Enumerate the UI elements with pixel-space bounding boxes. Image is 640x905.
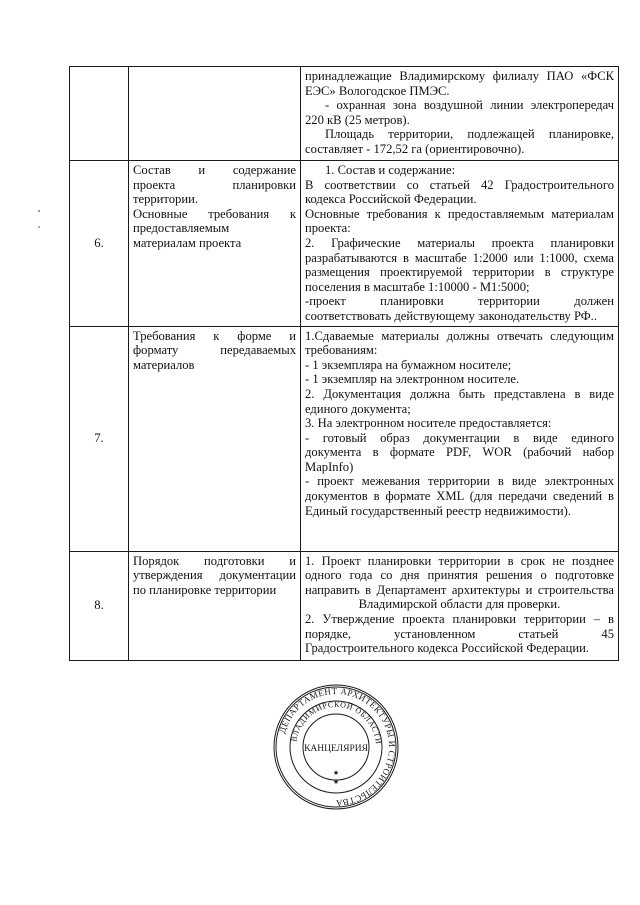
label-line: проекта планировки bbox=[133, 177, 296, 192]
stamp-outer-text: ДЕПАРТАМЕНТ АРХИТЕКТУРЫ И СТРОИТЕЛЬСТВА bbox=[276, 685, 398, 809]
content-line: - 1 экземпляр на электронном носителе. bbox=[305, 372, 520, 387]
label-line: формату передаваемых bbox=[133, 343, 296, 358]
content-line: документов в формате XML (для передачи сведений в bbox=[305, 489, 614, 504]
requirements-table bbox=[69, 66, 619, 661]
content-line: Основные требования к предоставляемым материалам bbox=[305, 206, 614, 221]
content-line: - готовый образ документации в виде единого bbox=[305, 430, 614, 445]
table-row bbox=[70, 67, 619, 161]
content-line: MapInfo) bbox=[305, 459, 354, 474]
content-line: документа в формате PDF, WOR (рабочий набор bbox=[305, 445, 614, 460]
row-number bbox=[70, 67, 129, 161]
content-line: соответствовать действующему законодательству РФ.. bbox=[305, 308, 597, 323]
content-line: 2. Утверждение проекта планировки территории – в bbox=[305, 611, 614, 626]
stamp-star-icon: ★ bbox=[332, 769, 340, 777]
content-line: одного года со дня принятия решения о подготовке bbox=[305, 568, 614, 583]
content-line: 1. Проект планировки территории в срок не позднее bbox=[305, 553, 614, 568]
label-line: предоставляемым bbox=[133, 221, 230, 236]
row-number: 7. bbox=[70, 326, 129, 551]
content-line: единого документа; bbox=[305, 401, 411, 416]
scan-speck bbox=[38, 210, 40, 212]
office-stamp bbox=[272, 683, 400, 811]
stamp-inner-text: ВЛАДИМИРСКОЙ ОБЛАСТИ bbox=[289, 699, 383, 745]
content-line: - 1 экземпляра на бумажном носителе; bbox=[305, 357, 512, 372]
content-line: порядке, установленном статьей 45 bbox=[305, 626, 614, 641]
content-line: разрабатываются в масштабе 1:2000 или 1:1000, схема bbox=[305, 250, 614, 265]
content-line: размещения проектируемой территории в структуре bbox=[305, 265, 614, 280]
label-line: территории. bbox=[133, 192, 198, 207]
label-line: Основные требования к bbox=[133, 206, 296, 221]
content-line: кодекса Российской Федерации. bbox=[305, 192, 477, 207]
row-number: 8. bbox=[70, 551, 129, 660]
label-line: по планировке территории bbox=[133, 582, 277, 597]
row-label bbox=[129, 551, 301, 660]
row-number: 6. bbox=[70, 161, 129, 327]
content-line: Единый государственный реестр недвижимости). bbox=[305, 503, 571, 518]
content-line: Площадь территории, подлежащей планировке, bbox=[325, 127, 614, 142]
content-line: ЕЭС» Вологодское ПМЭС. bbox=[305, 83, 450, 98]
row-content bbox=[301, 161, 619, 327]
content-line: 220 кВ (25 метров). bbox=[305, 112, 410, 127]
label-line: Состав и содержание bbox=[133, 163, 296, 177]
content-line: - охранная зона воздушной линии электропередач bbox=[325, 98, 614, 113]
label-line: Требования к форме и bbox=[133, 328, 296, 343]
row-content bbox=[301, 67, 619, 161]
content-line: 1. Состав и содержание: bbox=[325, 163, 456, 177]
content-line: 2. Графические материалы проекта планировки bbox=[305, 235, 614, 250]
scan-speck bbox=[38, 226, 40, 228]
label-line: материалов bbox=[133, 357, 195, 372]
content-line: требованиям: bbox=[305, 343, 378, 358]
table-row bbox=[70, 551, 619, 660]
table-row bbox=[70, 326, 619, 551]
content-line: 3. На электронном носителе предоставляется: bbox=[305, 416, 552, 431]
content-line: поселения в масштабе 1:10000 - М1:5000; bbox=[305, 279, 530, 294]
content-line: -проект планировки территории должен bbox=[305, 294, 614, 309]
table-row bbox=[70, 161, 619, 327]
content-line: 1.Сдаваемые материалы должны отвечать следующим bbox=[305, 328, 614, 343]
row-label bbox=[129, 161, 301, 327]
content-line: В соответствии со статьей 42 Градостроительного bbox=[305, 177, 614, 192]
row-label bbox=[129, 67, 301, 161]
stamp-center-text: КАНЦЕЛЯРИЯ bbox=[304, 744, 368, 754]
row-label bbox=[129, 326, 301, 551]
row-content bbox=[301, 551, 619, 660]
row-content bbox=[301, 326, 619, 551]
content-line: - проект межевания территории в виде электронных bbox=[305, 474, 614, 489]
content-line: составляет - 172,52 га (ориентировочно). bbox=[305, 141, 525, 156]
label-line: утверждения документации bbox=[133, 568, 296, 583]
content-line: 2. Документация должна быть представлена в виде bbox=[305, 386, 614, 401]
label-line: материалам проекта bbox=[133, 235, 242, 250]
label-line: Порядок подготовки и bbox=[133, 553, 296, 568]
content-line: проекта: bbox=[305, 221, 351, 236]
stamp-star-icon: ★ bbox=[332, 778, 340, 786]
content-line: принадлежащие Владимирскому филиалу ПАО «ФСК bbox=[305, 69, 614, 83]
content-line: Владимирской области для проверки. bbox=[358, 597, 561, 612]
content-line: направить в Департамент архитектуры и строительства bbox=[305, 582, 614, 597]
content-line: Градостроительного кодекса Российской Федерации. bbox=[305, 641, 589, 656]
